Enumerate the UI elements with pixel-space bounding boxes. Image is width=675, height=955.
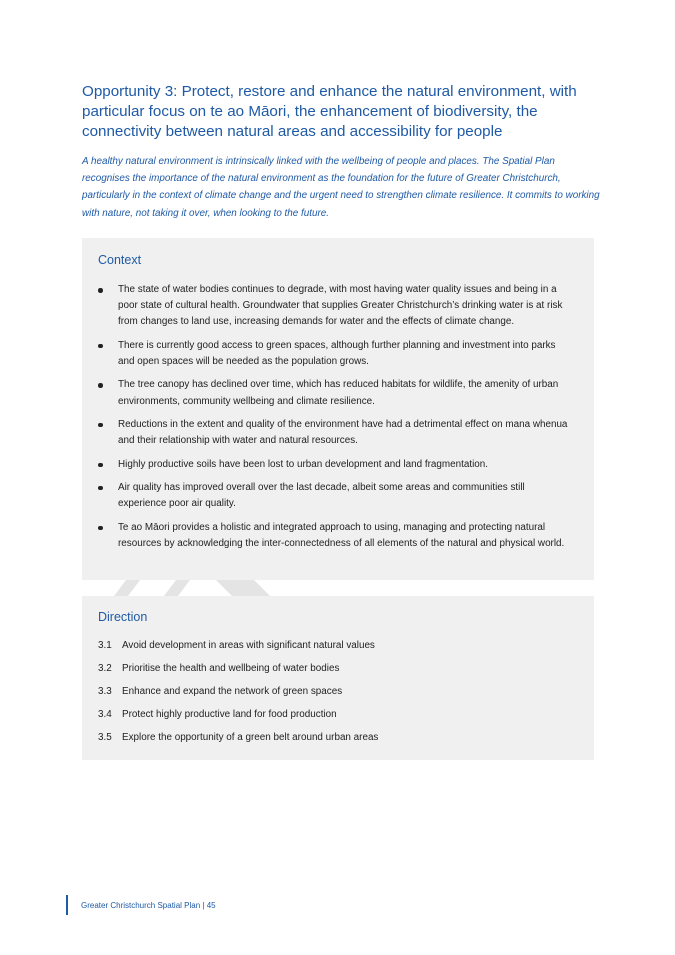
direction-item-text: Avoid development in areas with significant natural values xyxy=(122,640,375,651)
direction-list xyxy=(82,639,594,754)
context-item-text: Te ao Māori provides a holistic and integrated approach to using, managing and protecting natural resources by acknowledging the inter-connectedness of all elements of the natural and physical world. xyxy=(118,521,565,549)
direction-item xyxy=(82,685,594,708)
bullet-icon xyxy=(98,486,103,491)
direction-item-number: 3.3 xyxy=(98,686,112,697)
direction-item xyxy=(82,639,594,662)
context-item xyxy=(82,520,594,552)
direction-item xyxy=(82,662,594,685)
footer-text: Greater Christchurch Spatial Plan | 45 xyxy=(81,901,216,910)
context-item xyxy=(82,480,594,512)
bullet-icon xyxy=(98,423,103,428)
context-title: Context xyxy=(98,253,142,267)
context-item-text: There is currently good access to green spaces, although further planning and investment into parks and open spaces will be needed as the population grows. xyxy=(118,339,556,367)
footer-accent-bar xyxy=(66,895,68,915)
direction-item xyxy=(82,731,594,754)
bullet-icon xyxy=(98,344,103,349)
direction-title: Direction xyxy=(98,610,148,624)
page-title: Opportunity 3: Protect, restore and enhance the natural environment, with particular focus on te ao Māori, the enhancement of biodiversity, the connectivity between natural areas and accessibility for people xyxy=(82,83,577,140)
decorative-chevron-graphic xyxy=(100,578,280,596)
direction-item-text: Prioritise the health and wellbeing of water bodies xyxy=(122,663,340,674)
direction-item xyxy=(82,708,594,731)
context-list xyxy=(82,282,594,559)
context-item-text: Reductions in the extent and quality of the environment have had a detrimental effect on mana whenua and their relationship with water and natural resources. xyxy=(118,418,568,447)
context-item xyxy=(82,282,594,331)
direction-item-text: Protect highly productive land for food production xyxy=(122,709,337,720)
direction-panel xyxy=(82,596,594,760)
bullet-icon xyxy=(98,288,103,293)
direction-item-number: 3.1 xyxy=(98,640,112,651)
direction-item-number: 3.2 xyxy=(98,663,112,674)
direction-item-number: 3.4 xyxy=(98,709,112,720)
context-item-text: Highly productive soils have been lost to urban development and land fragmentation. xyxy=(118,458,488,470)
context-item xyxy=(82,338,594,370)
direction-item-text: Enhance and expand the network of green spaces xyxy=(122,686,343,697)
context-item xyxy=(82,457,594,473)
intro-paragraph: A healthy natural environment is intrinsically linked with the wellbeing of people and places. The Spatial Plan recognises the importance of the natural environment as the foundation for the future of Greater Christchurch, particularly in the context of climate change and the urgent need to strengthen climate resilience. It commits to working with nature, not taking it over, when looking to the future. xyxy=(82,156,600,219)
bullet-icon xyxy=(98,463,103,468)
context-item xyxy=(82,377,594,409)
context-panel xyxy=(82,238,594,580)
bullet-icon xyxy=(98,526,103,531)
context-item-text: Air quality has improved overall over the last decade, albeit some areas and communities still experience poor air quality. xyxy=(118,481,525,510)
direction-item-text: Explore the opportunity of a green belt around urban areas xyxy=(122,732,379,743)
context-item-text: The state of water bodies continues to degrade, with most having water quality issues and being in a poor state of cultural health. Groundwater that supplies Greater Christchurch’s drinking water is at risk from changes to land use, increasing demands for water and the effects of climate change. xyxy=(118,284,563,328)
context-item-text: The tree canopy has declined over time, which has reduced habitats for wildlife, the amenity of urban environments, community wellbeing and climate resilience. xyxy=(118,379,559,407)
direction-item-number: 3.5 xyxy=(98,732,112,743)
context-item xyxy=(82,417,594,449)
bullet-icon xyxy=(98,383,103,388)
